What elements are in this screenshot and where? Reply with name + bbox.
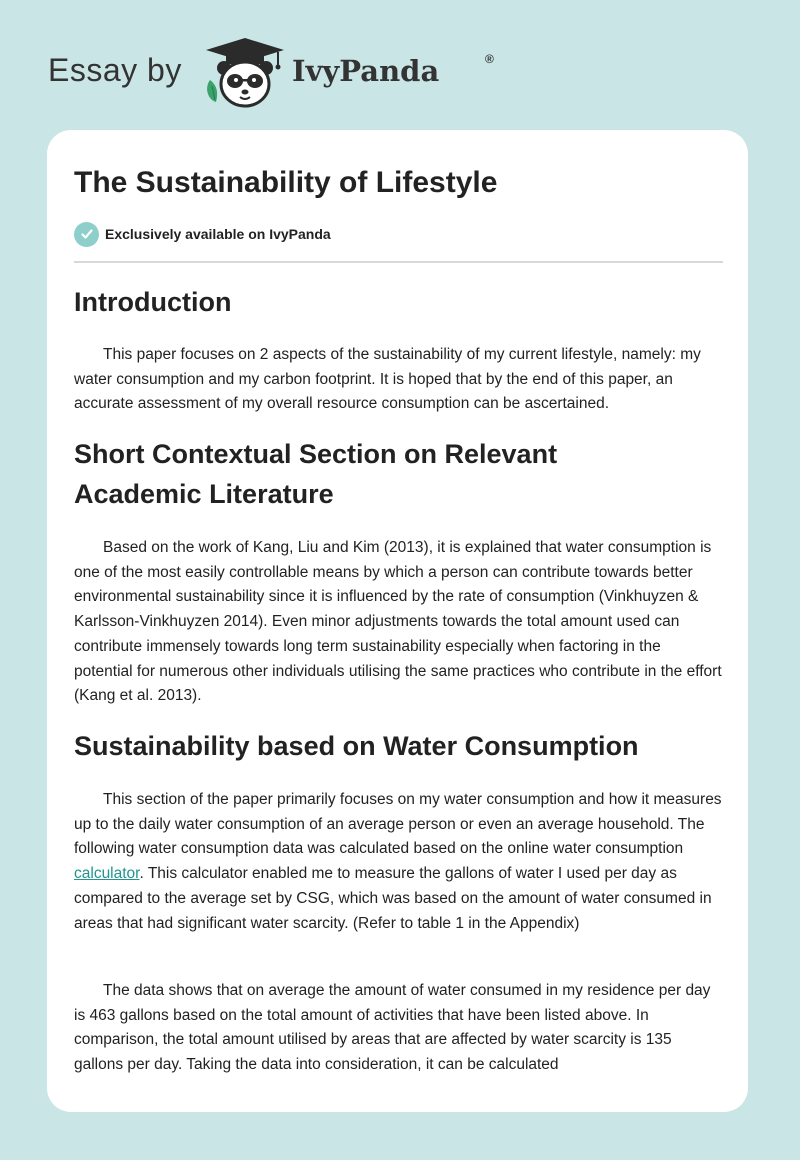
water-consumption-paragraph bbox=[74, 788, 723, 936]
title-divider bbox=[74, 261, 723, 263]
section-heading-introduction: Introduction bbox=[74, 287, 232, 317]
page-title: The Sustainability of Lifestyle bbox=[74, 166, 498, 199]
panda-logo-icon[interactable] bbox=[202, 36, 288, 110]
calculator-link[interactable]: calculator bbox=[74, 865, 140, 883]
brand-prefix: Essay by bbox=[48, 52, 182, 88]
section-heading-literature: Short Contextual Section on Relevant Academic Literature bbox=[74, 439, 558, 509]
introduction-paragraph: This paper focuses on 2 aspects of the sustainability of my current lifestyle, namely: my water consumption and my carbon footprint. It is hoped that by the end of this paper, an accurate assessment of my overall resource consumption can be ascertained. bbox=[74, 346, 701, 413]
section-heading-water-consumption: Sustainability based on Water Consumption bbox=[74, 731, 639, 761]
water-data-paragraph: The data shows that on average the amount of water consumed in my residence per day is 463 gallons based on the total amount of activities that have been listed above. In comparison, the total amount utilised by areas that are affected by water scarcity is 135 gallons per day. Taking the data into consideration, it can be calculated bbox=[74, 982, 711, 1074]
exclusive-badge-label: Exclusively available on IvyPanda bbox=[105, 226, 331, 242]
essay-card bbox=[47, 130, 748, 1112]
brand-name: IvyPanda bbox=[292, 54, 440, 88]
brand-header bbox=[48, 34, 508, 110]
exclusive-badge bbox=[74, 221, 331, 247]
checkmark-icon bbox=[74, 222, 99, 247]
registered-mark: ® bbox=[485, 52, 494, 66]
paragraph-text: . This calculator enabled me to measure the gallons of water I used per day as compared to the average set by CSG, which was based on the amount of water consumed in areas that had significant water scarcity. (Refer to table 1 in the Appendix) bbox=[74, 865, 712, 932]
paragraph-text: This section of the paper primarily focuses on my water consumption and how it measures up to the daily water consumption of an average person or even an average household. The following water consumption data was calculated based on the online water consumption bbox=[74, 791, 722, 858]
literature-paragraph: Based on the work of Kang, Liu and Kim (2013), it is explained that water consumption is one of the most easily controllable means by which a person can contribute towards better environmental sustainability since it is influenced by the rate of consumption (Vinkhuyzen & Karlsson-Vinkhuyzen 2014). Even minor adjustments towards the total amount used can contribute immensely towards long term sustainability especially when factoring in the potential for numerous other individuals utilising the same practices who contribute in the effort (Kang et al. 2013). bbox=[74, 539, 722, 705]
